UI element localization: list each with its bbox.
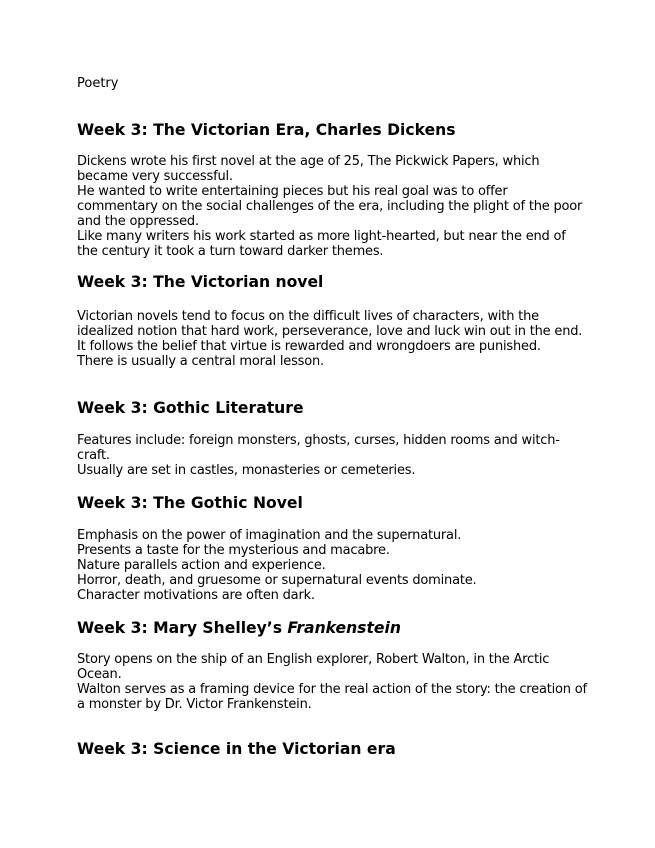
section-victorian-novel xyxy=(77,272,587,369)
body-line: Dickens wrote his first novel at the age of 25, The Pickwick Papers, which became very successful. xyxy=(77,154,540,184)
section-body xyxy=(77,528,587,603)
section-heading: Week 3: Science in the Victorian era xyxy=(77,740,396,758)
section-heading: Week 3: The Victorian novel xyxy=(77,273,324,291)
section-body xyxy=(77,154,587,259)
body-line: Emphasis on the power of imagination and the supernatural. xyxy=(77,528,462,543)
body-line: Usually are set in castles, monasteries or cemeteries. xyxy=(77,463,416,478)
heading-italic-title: Frankenstein xyxy=(287,619,401,637)
section-gothic-literature xyxy=(77,398,587,478)
section-body xyxy=(77,309,587,369)
body-line: Presents a taste for the mysterious and macabre. xyxy=(77,543,390,558)
body-line: He wanted to write entertaining pieces but his real goal was to offer commentary on the social challenges of the era, including the plight of the poor and the oppressed. xyxy=(77,184,583,229)
section-science-victorian-era xyxy=(77,739,587,759)
body-line: Horror, death, and gruesome or supernatural events dominate. xyxy=(77,573,477,588)
body-line: Story opens on the ship of an English explorer, Robert Walton, in the Arctic Ocean. xyxy=(77,652,550,682)
body-line: Character motivations are often dark. xyxy=(77,588,315,603)
heading-prefix: Week 3: Mary Shelley’s xyxy=(77,619,288,637)
body-line: Walton serves as a framing device for the real action of the story: the creation of a monster by Dr. Victor Frankenstein. xyxy=(77,682,587,712)
body-line: There is usually a central moral lesson. xyxy=(77,354,324,369)
section-body xyxy=(77,433,587,478)
section-gothic-novel xyxy=(77,493,587,603)
section-frankenstein xyxy=(77,618,587,712)
section-heading: Week 3: The Victorian Era, Charles Dickens xyxy=(77,121,456,139)
section-heading xyxy=(77,618,587,638)
intro-text: Poetry xyxy=(77,76,119,91)
section-body xyxy=(77,652,587,712)
body-line: Victorian novels tend to focus on the difficult lives of characters, with the idealized notion that hard work, perseverance, love and luck win out in the end. xyxy=(77,309,583,339)
section-victorian-era-dickens xyxy=(77,120,587,259)
body-line: Features include: foreign monsters, ghosts, curses, hidden rooms and witch-craft. xyxy=(77,433,560,463)
section-heading: Week 3: Gothic Literature xyxy=(77,399,304,417)
section-heading: Week 3: The Gothic Novel xyxy=(77,494,303,512)
body-line: Like many writers his work started as more light-hearted, but near the end of the century it took a turn toward darker themes. xyxy=(77,229,566,259)
body-line: It follows the belief that virtue is rewarded and wrongdoers are punished. xyxy=(77,339,541,354)
body-line: Nature parallels action and experience. xyxy=(77,558,326,573)
